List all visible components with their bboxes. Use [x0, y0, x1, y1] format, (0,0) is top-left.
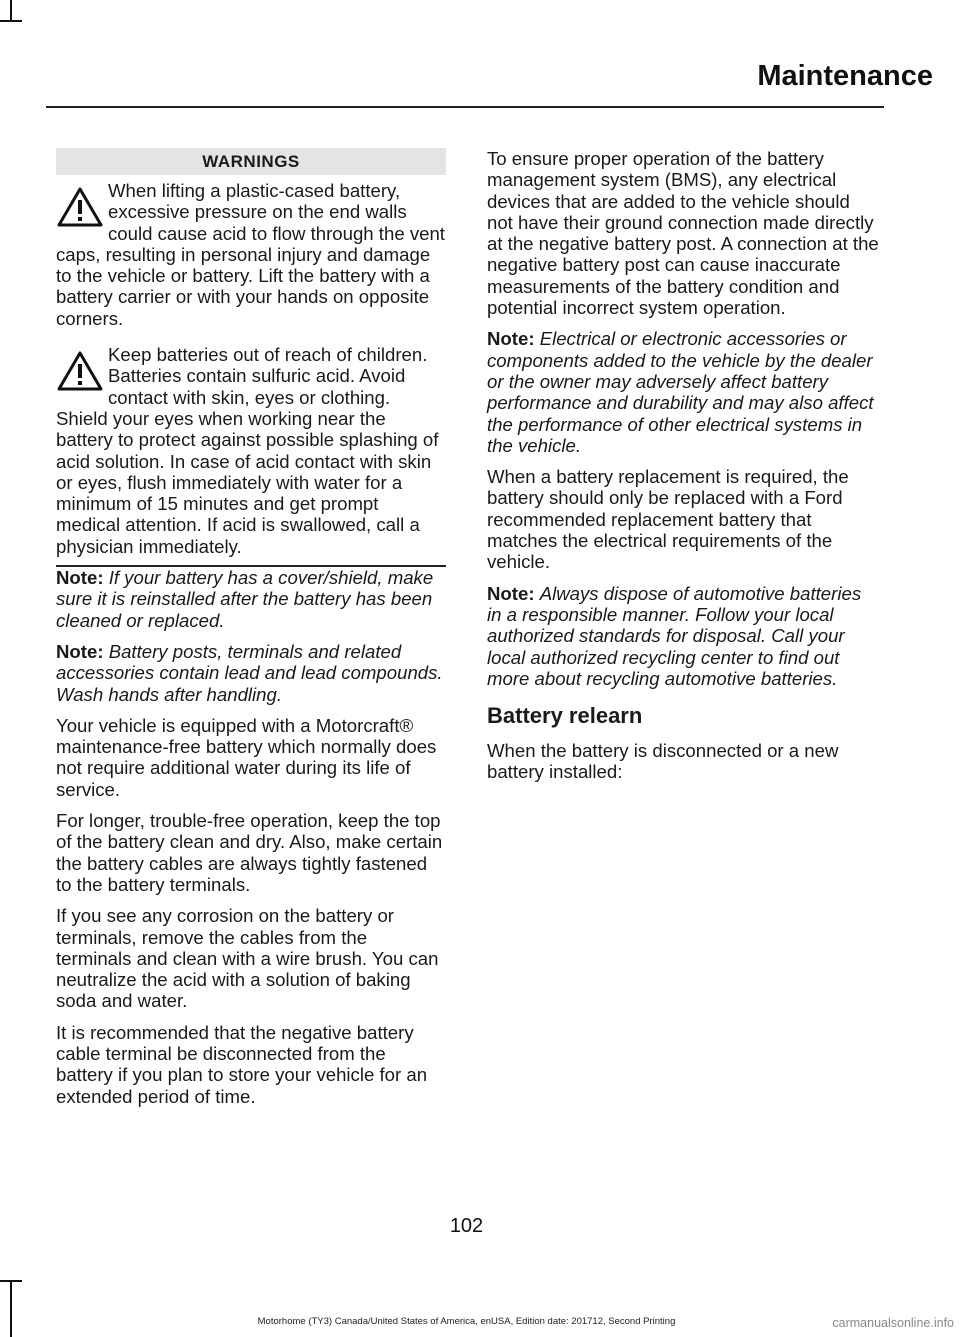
crop-mark-top-left-vertical	[10, 0, 12, 22]
note-label: Note:	[487, 328, 535, 350]
note-accessories	[487, 328, 879, 456]
right-column	[487, 148, 879, 793]
paragraph-corrosion: If you see any corrosion on the battery or terminals, remove the cables from the terminals and clean with a wire brush. You can neutralize the acid with a solution of baking soda and water.	[56, 905, 439, 1012]
warning-text-1: When lifting a plastic-cased battery, excessive pressure on the end walls could cause acid to flow through the vent caps, resulting in personal injury and damage to the vehicle or battery. Lift the battery with a battery carrier or with your hands on opposite corners.	[56, 180, 445, 329]
crop-mark-bottom-left-vertical	[10, 1280, 12, 1337]
paragraph-storage: It is recommended that the negative battery cable terminal be disconnected from the battery if you plan to store your vehicle for an extended period of time.	[56, 1021, 428, 1107]
watermark: carmanualsonline.info	[832, 1316, 954, 1330]
note-text: If your battery has a cover/shield, make sure it is reinstalled after the battery has been cleaned or replaced.	[56, 567, 434, 631]
left-column	[56, 148, 446, 1117]
warnings-heading: WARNINGS	[56, 148, 446, 175]
header-divider	[46, 106, 884, 108]
page-title: Maintenance	[757, 60, 933, 92]
note-label: Note:	[56, 567, 104, 589]
paragraph-keep-clean: For longer, trouble-free operation, keep the top of the battery clean and dry. Also, make certain the battery cables are always tightly fastened to the battery terminals.	[56, 810, 443, 895]
note-lead-compounds	[56, 641, 446, 705]
note-label: Note:	[487, 582, 535, 604]
warning-triangle-icon	[56, 186, 104, 228]
note-cover-shield	[56, 567, 446, 631]
warning-triangle-icon	[56, 350, 104, 392]
crop-mark-bottom-left-horizontal	[0, 1280, 22, 1282]
paragraph-bms: To ensure proper operation of the battery management system (BMS), any electrical devices that are added to the vehicle should not have their ground connection made directly at the negative battery post. A connection at the negative battery post can cause inaccurate measurements of the battery condition and potential incorrect system operation.	[487, 148, 879, 319]
note-text: Electrical or electronic accessories or components added to the vehicle by the dealer or the owner may adversely affect battery performance and durability and may also affect the performance of other electrical systems in the vehicle.	[487, 328, 874, 456]
crop-mark-top-left-horizontal	[0, 20, 22, 22]
paragraph-relearn: When the battery is disconnected or a new battery installed:	[487, 740, 839, 783]
note-text: Battery posts, terminals and related accessories contain lead and lead compounds. Wash hands after handling.	[56, 640, 443, 705]
section-title-battery-relearn: Battery relearn	[487, 703, 643, 729]
warning-text-2: Keep batteries out of reach of children. Batteries contain sulfuric acid. Avoid contact with skin, eyes or clothing. Shield your eyes when working near the battery to protect against possible splashing of acid solution. In case of acid contact with skin or eyes, flush immediately with water for a minimum of 15 minutes and get prompt medical attention. If acid is swallowed, call a physician immediately.	[56, 344, 439, 557]
page-number: 102	[449, 1215, 484, 1237]
paragraph-replacement: When a battery replacement is required, the battery should only be replaced with a Ford recommended replacement battery that matches the electrical requirements of the vehicle.	[487, 466, 849, 573]
paragraph-maintenance-free: Your vehicle is equipped with a Motorcraft® maintenance-free battery which normally does not require additional water during its life of service.	[56, 714, 437, 800]
note-text: Always dispose of automotive batteries in a responsible manner. Follow your local authorized standards for disposal. Call your local authorized recycling center to find out more about recycling automotive batteries.	[487, 582, 862, 689]
warning-item-2	[56, 344, 446, 557]
warning-item-1	[56, 180, 446, 329]
note-disposal	[487, 583, 879, 689]
footer-edition-info: Motorhome (TY3) Canada/United States of America, enUSA, Edition date: 201712, Second Printing	[257, 1316, 676, 1327]
note-label: Note:	[56, 640, 104, 662]
